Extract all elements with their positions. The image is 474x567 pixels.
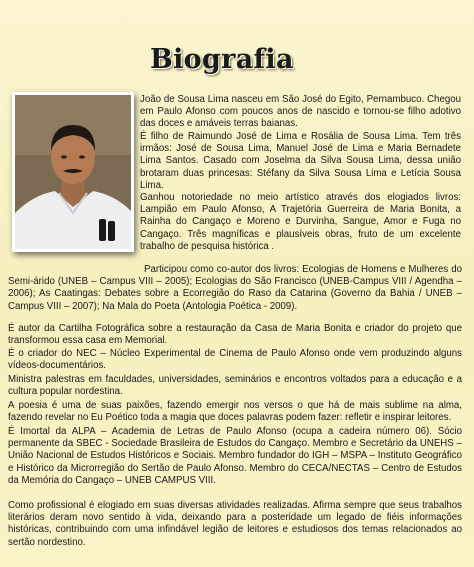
- paragraph-books: Ganhou notoriedade no meio artístico através dos elogiados livros: Lampião em Paulo Afonso, A Trajetória Guerreira de Maria Bonita, a Rainha do Cangaço e Moreno e Durvinha, Sangue, Amor e Fuga no Cangaço. Três magníficas e plausíveis obras, fruto de um excelente trabalho de pesquisa histórica .: [140, 192, 461, 252]
- paragraph-memberships: É Imortal da ALPA – Academia de Letras de Paulo Afonso (ocupa a cadeira número 06). Sócio permanente da SBEC - Sociedade Brasileira de Estudos do Cangaço. Membro e Secretário da UNEHS – União Nacional de Estudos Históricos e Sociais. Membro fundador do IGH – MSPA – Instituto Geográfico e Histórico da Microrregião do Sertão de Paulo Afonso. Membro do CECA/NECTAS – Centro de Estudos da Memória do Cangaço – UNEB CAMPUS VIII.: [8, 426, 462, 486]
- paragraph-birth: João de Sousa Lima nasceu em São José do Egito, Pernambuco. Chegou em Paulo Afonso com poucos anos de nascido e tornou-se filho adotivo das doces e amáveis terras baianas.: [140, 94, 461, 130]
- author-photo: [12, 92, 134, 252]
- paragraph-poetry: A poesia é uma de suas paixões, fazendo emergir nos versos o que há de mais sublime na alma, fazendo revelar no Eu Poético toda a magia que doces palavras podem fazer: refletir e inspirar leitores.: [8, 400, 462, 424]
- paragraph-lectures: Ministra palestras em faculdades, universidades, seminários e encontros voltados para a educação e a cultura popular nordestina.: [8, 374, 462, 398]
- paragraph-cartilha: É autor da Cartilha Fotográfica sobre a restauração da Casa de Maria Bonita e criador do projeto que transformou essa casa em Memorial.: [8, 323, 462, 347]
- paragraph-family: É filho de Raimundo José de Lima e Rosália de Sousa Lima. Tem três irmãos: José de Sousa Lima, Manuel José de Lima e Maria Bernadete Lima Santos. Casado com Joselma da Silva Sousa Lima, dessa união brotaram duas princesas: Stéfany da Silva Sousa Lima e Letícia Sousa Lima.: [140, 131, 461, 191]
- paragraph-professional: Como profissional é elogiado em suas diversas atividades realizadas. Afirma sempre que seus trabalhos literários deram novo sentido à vida, deixando para a posteridade um legado de fiéis informações históricas, contribuindo com uma infindável legião de leitores e estudiosos dos temas relacionados ao sertão nordestino.: [8, 500, 462, 548]
- paragraph-coauthor: Participou como co-autor dos livros: Ecologias de Homens e Mulheres do Semi-árido (UNEB – Campus VIII – 2005); Ecologias do São Francisco (UNEB-Campus VIII / Agendha – 2006); As Caatingas: Debates sobre a Ecorregião do Raso da Catarina (Governo da Bahia / UNEB – Campus VIII – 2007); Na Mala do Poeta (Antologia Poética - 2009).: [8, 264, 462, 312]
- paragraph-nec: É o criador do NEC – Núcleo Experimental de Cinema de Paulo Afonso onde vem produzindo alguns vídeos-documentários.: [8, 348, 462, 372]
- author-portrait-image: [15, 95, 131, 249]
- page-title: Biografia: [150, 44, 294, 75]
